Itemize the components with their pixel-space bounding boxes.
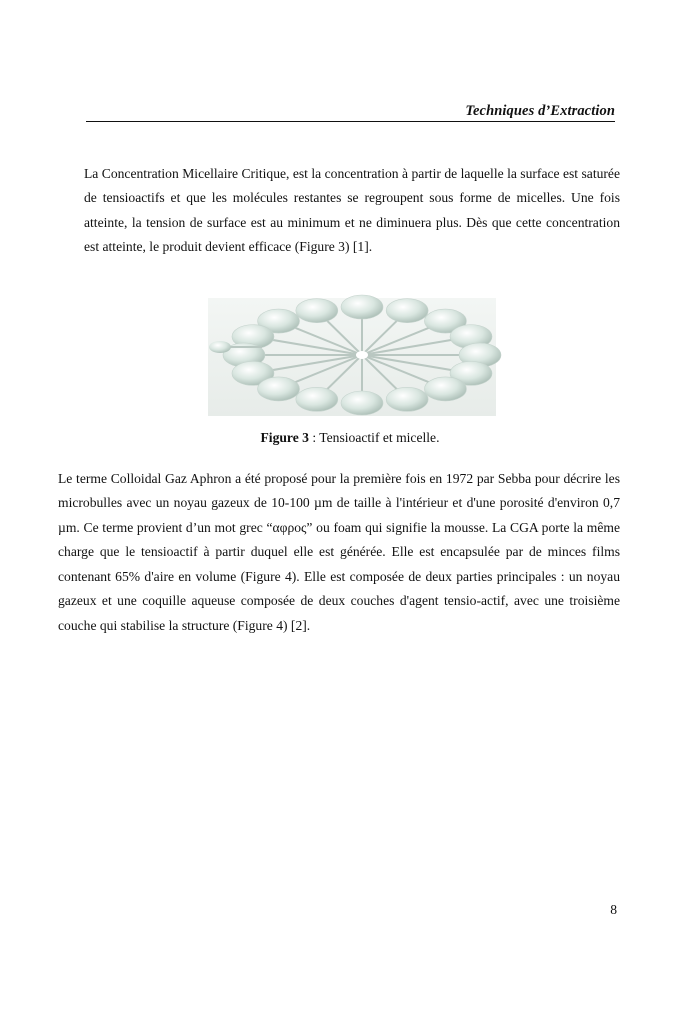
paragraph-cmc: La Concentration Micellaire Critique, est la concentration à partir de laquelle la surface est saturée de tensioactifs et que les molécules restantes se regroupent sous forme de micelles. Une fois atteinte, la tension de surface est au minimum et ne diminuera plus. Dès que cette concentration est atteinte, le produit devient efficace (Figure 3) [1]. (84, 165, 620, 255)
page-header (86, 103, 615, 122)
figure-caption-text: : Tensioactif et micelle. (308, 430, 440, 445)
surfactant-head (341, 391, 383, 415)
surfactant-head (258, 377, 300, 401)
surfactant-head (341, 295, 383, 319)
surfactant-head (424, 377, 466, 401)
surfactant-head (386, 387, 428, 411)
surfactant-head (296, 387, 338, 411)
page-number: 8 (610, 902, 617, 917)
figure-label: Figure 3 (260, 430, 309, 445)
figure-caption (0, 430, 700, 446)
paragraph-cga: Le terme Colloidal Gaz Aphron a été proposé pour la première fois en 1972 par Sebba pour décrire les microbulles avec un noyau gazeux de 10-100 µm de taille à l'intérieur et d'une porosité d'environ 0,7 µm. Ce terme provient d’un mot grec “αφρος” ou foam qui signifie la mousse. La CGA porte la même charge que le tensioactif à partir duquel elle est générée. Elle est encapsulée par de minces films contenant 65% d'aire en volume (Figure 4). Elle est composée de deux parties principales : un noyau gazeux et une coquille aqueuse composée de deux couches d'agent tensio-actif, avec une troisième couche qui stabilise la structure (Figure 4) [2]. (58, 470, 620, 633)
micelle-core (356, 351, 368, 359)
micelle-figure (200, 292, 502, 422)
micelle-illustration (200, 292, 502, 422)
surfactant-head (296, 299, 338, 323)
header-title: Techniques d’Extraction (465, 103, 615, 119)
surfactant-head (386, 299, 428, 323)
